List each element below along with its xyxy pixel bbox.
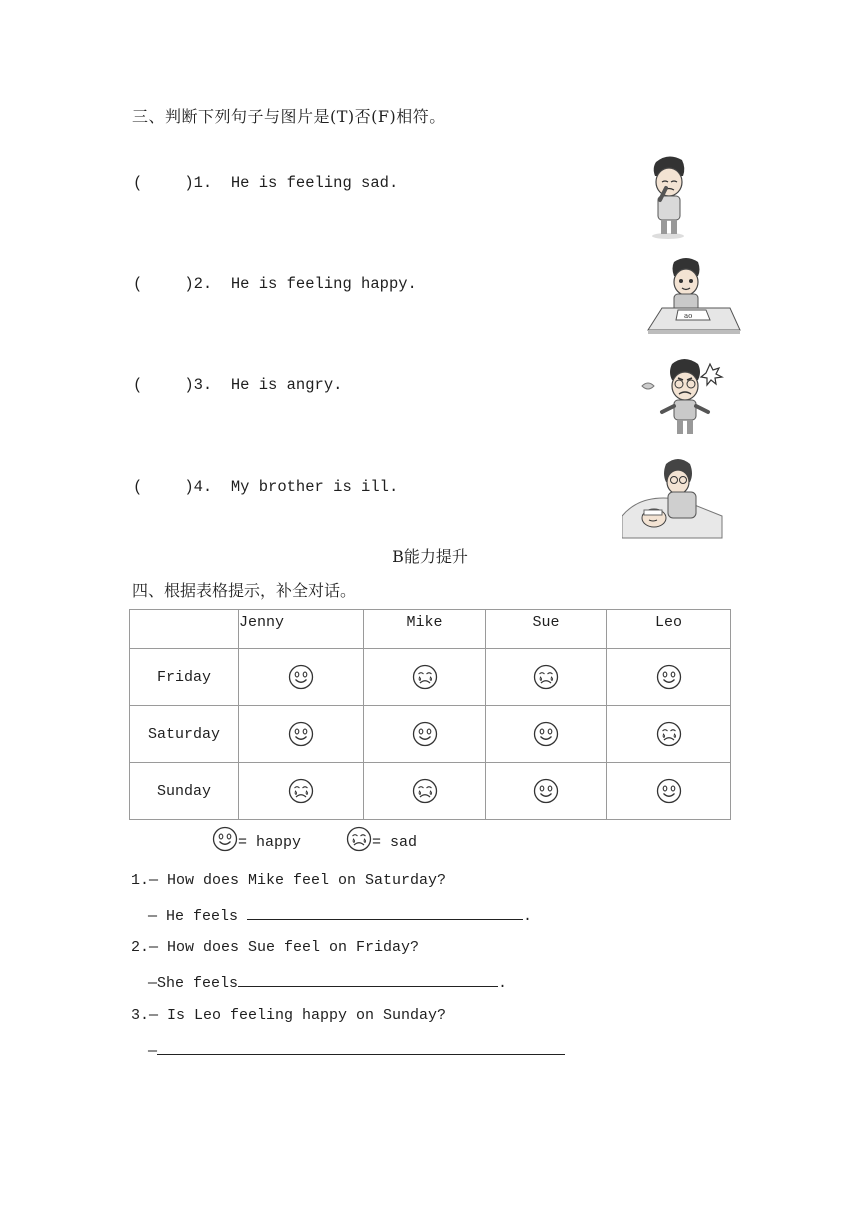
happy-face-icon (212, 826, 238, 852)
legend-happy-text: = happy (238, 834, 302, 851)
sad-face-icon (412, 778, 438, 804)
sad-face-icon (656, 721, 682, 747)
mood-cell (364, 763, 486, 820)
sad-face-icon (346, 826, 372, 852)
mood-cell (607, 706, 731, 763)
dialogue-3-answer-prefix: — (148, 1043, 158, 1060)
dialogue-3-answer (148, 1040, 565, 1060)
mood-table (129, 609, 731, 820)
header-mike: Mike (364, 610, 486, 649)
dialogue-2-answer-prefix: —She feels (148, 975, 239, 992)
sick-brother-illustration (622, 456, 730, 544)
day-label: Saturday (130, 706, 239, 763)
paren-open: ( (133, 478, 143, 496)
drawing-boy-illustration (638, 254, 746, 342)
mood-cell (486, 763, 607, 820)
table-header-row (130, 610, 731, 649)
section-4-title: 四、根据表格提示，补全对话。 (132, 581, 357, 600)
dialogue-2-answer (148, 972, 507, 992)
svg-text:ao: ao (684, 312, 693, 320)
mood-cell (239, 649, 364, 706)
mood-cell (239, 763, 364, 820)
mood-cell (364, 649, 486, 706)
angry-boy-illustration (638, 356, 746, 444)
dialogue-1-question: 1.— How does Mike feel on Saturday? (131, 872, 447, 889)
happy-face-icon (288, 664, 314, 690)
question-4 (133, 478, 398, 496)
happy-face-icon (533, 778, 559, 804)
question-3-text: )3. He is angry. (184, 376, 343, 394)
header-sue: Sue (486, 610, 607, 649)
dialogue-1-answer-prefix: — He feels (148, 908, 248, 925)
dialogue-3-answer-blank[interactable] (157, 1040, 565, 1055)
table-row-friday (130, 649, 731, 706)
happy-face-icon (533, 721, 559, 747)
header-empty (130, 610, 239, 649)
happy-face-icon (656, 778, 682, 804)
day-label: Sunday (130, 763, 239, 820)
table-row-saturday (130, 706, 731, 763)
question-2-text: )2. He is feeling happy. (184, 275, 417, 293)
dialogue-1-answer (148, 905, 532, 925)
dialogue-3-question: 3.— Is Leo feeling happy on Sunday? (131, 1007, 447, 1024)
dialogue-2-question: 2.— How does Sue feel on Friday? (131, 939, 420, 956)
header-leo: Leo (607, 610, 731, 649)
table-row-sunday (130, 763, 731, 820)
dialogue-2-answer-blank[interactable] (238, 972, 498, 987)
question-3 (133, 376, 342, 394)
question-2 (133, 275, 417, 293)
mood-cell (486, 706, 607, 763)
legend-sad-text: = sad (372, 834, 418, 851)
question-4-text: )4. My brother is ill. (184, 478, 399, 496)
question-1 (133, 174, 398, 192)
period: . (498, 975, 508, 992)
happy-face-icon (412, 721, 438, 747)
paren-open: ( (133, 376, 143, 394)
dialogue-1-answer-blank[interactable] (247, 905, 523, 920)
happy-face-icon (288, 721, 314, 747)
crying-boy-illustration (638, 152, 746, 240)
sad-face-icon (288, 778, 314, 804)
day-label: Friday (130, 649, 239, 706)
paren-open: ( (133, 275, 143, 293)
mood-cell (607, 763, 731, 820)
legend-sad (346, 826, 417, 852)
sad-face-icon (412, 664, 438, 690)
happy-face-icon (656, 664, 682, 690)
mood-cell (364, 706, 486, 763)
header-jenny: Jenny (239, 610, 364, 649)
subheading-b: B能力提升 (392, 547, 468, 566)
sad-face-icon (533, 664, 559, 690)
legend-happy (212, 826, 301, 852)
mood-cell (239, 706, 364, 763)
section-3-title: 三、判断下列句子与图片是(T)否(F)相符。 (132, 107, 446, 126)
question-1-text: )1. He is feeling sad. (184, 174, 399, 192)
mood-cell (607, 649, 731, 706)
mood-cell (486, 649, 607, 706)
period: . (523, 908, 533, 925)
paren-open: ( (133, 174, 143, 192)
